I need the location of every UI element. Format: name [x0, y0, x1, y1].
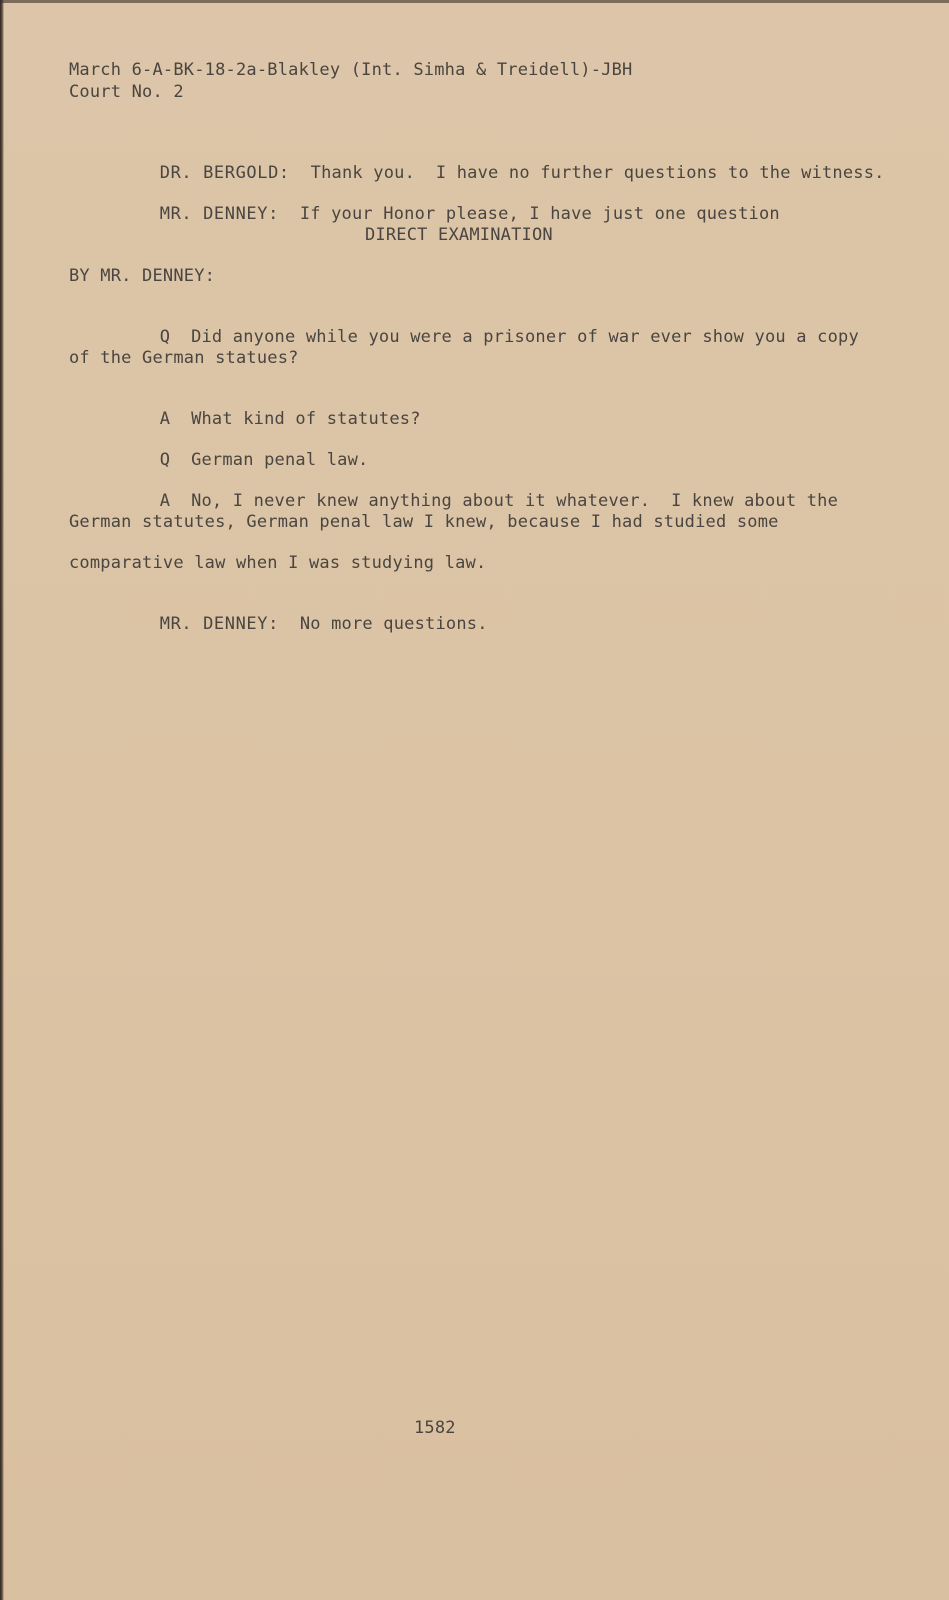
- question-text: German penal law.: [191, 450, 369, 470]
- question-marker: Q: [159, 450, 171, 470]
- question-text: Did anyone while you were a prisoner of war ever show you a copy: [191, 327, 859, 347]
- question-1-line-2: of the German statues?: [69, 348, 299, 368]
- page-number: 1582: [414, 1418, 456, 1438]
- speaker-label: MR. DENNEY:: [159, 614, 279, 634]
- speaker-label: DR. BERGOLD:: [159, 163, 290, 183]
- statement-text: Thank you. I have no further questions to the witness.: [310, 163, 885, 183]
- speaker-label: MR. DENNEY:: [159, 204, 279, 224]
- answer-2-line-3: comparative law when I was studying law.: [69, 553, 487, 573]
- section-title: DIRECT EXAMINATION: [365, 225, 553, 245]
- mr-denney-statement-2: [118, 594, 488, 654]
- answer-text: What kind of statutes?: [191, 409, 421, 429]
- answer-2-line-2: German statutes, German penal law I knew, because I had studied some: [69, 512, 779, 532]
- question-marker: Q: [159, 327, 171, 347]
- header-line-2: Court No. 2: [69, 82, 184, 102]
- examiner-line: BY MR. DENNEY:: [69, 266, 216, 286]
- answer-marker: A: [159, 491, 171, 511]
- statement-text: No more questions.: [299, 614, 488, 634]
- page-top-edge: [0, 0, 949, 3]
- answer-marker: A: [159, 409, 171, 429]
- header-line-1: March 6-A-BK-18-2a-Blakley (Int. Simha & Treidell)-JBH: [69, 60, 633, 80]
- page-left-edge: [0, 0, 4, 1600]
- answer-text: No, I never knew anything about it whatever. I knew about the: [191, 491, 839, 511]
- statement-text: If your Honor please, I have just one question: [299, 204, 780, 224]
